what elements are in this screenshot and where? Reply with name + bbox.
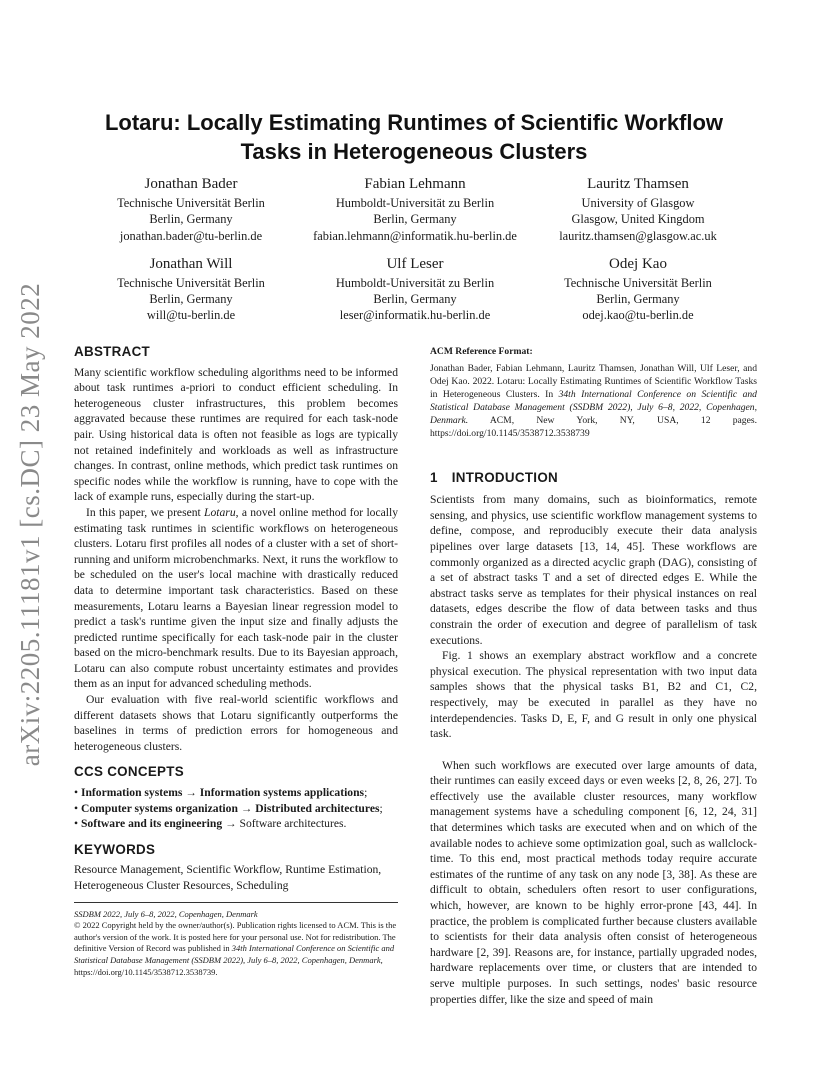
footnote-divider: [74, 902, 398, 903]
paper-title: Lotaru: Locally Estimating Runtimes of Scientific Workflow Tasks in Heterogeneous Clusters: [104, 110, 724, 164]
author-name: Lauritz Thamsen: [587, 176, 689, 192]
author-location: Berlin, Germany: [149, 292, 233, 307]
abstract-paragraph: Many scientific workflow scheduling algorithms need to be informed about task runtimes a-priori to conduct efficient scheduling. In heterogeneous cluster infrastructures, this problem becomes aggravated because these runtimes are required for each task-node pair. Using historical data is often not feasible as logs are typically not retained indefinitely and workloads as well as infrastructure changes. In contrast, online methods, which predict task runtimes on specific nodes while the workflow is running, have to cope with the lack of example runs, especially during the start-up.: [74, 365, 398, 504]
abstract-paragraph: [74, 505, 398, 692]
introduction-heading: [430, 470, 757, 486]
ccs-concept-bold: Computer systems organization → Distributed architectures: [80, 801, 380, 815]
ccs-concept: [74, 801, 398, 817]
author-name: Odej Kao: [609, 255, 667, 272]
author-email: odej.kao@tu-berlin.de: [582, 308, 694, 323]
author-affiliation: Humboldt-Universität zu Berlin: [335, 275, 495, 290]
bullet: •: [74, 786, 81, 800]
author-card: [308, 174, 522, 244]
author-card: [308, 254, 522, 324]
author-card: [74, 254, 308, 324]
author-email: will@tu-berlin.de: [146, 308, 236, 323]
spacer: [430, 742, 757, 758]
author-row-2: [74, 254, 754, 324]
footnote-copyright: [74, 920, 398, 978]
abstract-text: In this paper, we present: [86, 505, 205, 519]
keywords-heading: KEYWORDS: [74, 841, 156, 857]
author-card: [522, 174, 754, 244]
bullet: •: [74, 801, 81, 815]
reference-authors: Jonathan Bader, Fabian Lehmann, Lauritz Thamsen, Jonathan Will, Ulf Leser, and Odej Kao. 2022. Lotaru: Locally Estimating Runtimes of Scientific Workflow Tasks in Heterogeneous Clusters. In: [430, 362, 757, 400]
method-name: Lotaru: [204, 505, 236, 519]
author-email: lauritz.thamsen@glasgow.ac.uk: [559, 228, 717, 243]
author-name: Jonathan Bader: [144, 176, 238, 192]
author-affiliation: University of Glasgow: [581, 196, 695, 210]
arxiv-identifier: [8, 284, 54, 764]
right-column: [430, 344, 757, 1007]
acm-reference-text: [430, 362, 757, 440]
author-card: [522, 254, 754, 324]
author-location: Berlin, Germany: [149, 212, 233, 227]
author-location: Glasgow, United Kingdom: [571, 212, 705, 227]
doi-text: , https://doi.org/10.1145/3538712.3538739.: [74, 954, 383, 977]
abstract-paragraph: Our evaluation with five real-world scientific workflows and different datasets shows that Lotaru significantly outperforms the baselines in terms of prediction errors for homogeneous and heterogeneous clusters.: [74, 693, 398, 753]
reference-doi: ACM, New York, NY, USA, 12 pages. https://doi.org/10.1145/3538712.3538739: [430, 414, 757, 439]
spacer: [74, 832, 398, 842]
author-name: Fabian Lehmann: [364, 176, 466, 192]
author-affiliation: Technische Universität Berlin: [117, 196, 265, 210]
abstract-heading: ABSTRACT: [74, 344, 151, 359]
ccs-concept-rest: ;: [364, 786, 368, 800]
author-location: Berlin, Germany: [373, 292, 457, 307]
author-name: Jonathan Will: [149, 255, 233, 272]
copyright-text: © 2022 Copyright held by the owner/author(s). Publication rights licensed to ACM. This is the author's version of the work. It is posted here for your personal use. Not for redistribution. The definitive Version of Record was published in: [74, 920, 397, 954]
introduction-paragraph: Scientists from many domains, such as bioinformatics, remote sensing, and physics, use scientific workflow management systems to define, compose, and reproducibly execute their data analysis pipelines over large datasets [13, 14, 45]. These workflows are commonly organized as a directed acyclic graph (DAG), consisting of a set of abstract tasks T and a set of directed edges E. While the abstract tasks serve as templates for their physical instances on real datasets, edges describe the flow of data between tasks and thus constrain the order of execution and degree of parallelism of task executions.: [430, 493, 757, 647]
author-location: Berlin, Germany: [596, 292, 680, 307]
left-column: [74, 344, 398, 978]
venue-text: SSDBM 2022, July 6–8, 2022, Copenhagen, Denmark: [74, 908, 258, 919]
author-email: fabian.lehmann@informatik.hu-berlin.de: [313, 228, 517, 243]
ccs-concept-bold: Information systems → Information systems applications: [80, 786, 365, 800]
acm-reference-heading: ACM Reference Format:: [430, 346, 533, 357]
ccs-concept: [74, 816, 398, 832]
ccs-concept-bold: Software and its engineering: [80, 817, 223, 831]
abstract-text: , a novel online method for locally estimating task runtimes in scientific workflows on heterogeneous clusters. Lotaru first profiles all nodes of a cluster with a set of short-running and uniform microbenchmarks. Next, it runs the workflow to be scheduled on the user's local machine with drastically reduced data to determine important task characteristics. Based on these measurements, Lotaru learns a Bayesian linear regression model to predict a task's runtime given the input size and finally adjusts the predicted runtime specifically for each task-node pair in the cluster based on the micro-benchmark results. Due to its Bayesian approach, Lotaru can also compute robust uncertainty estimates and provides them as an input for advanced scheduling methods.: [74, 505, 398, 691]
author-row-1: [74, 174, 754, 244]
author-affiliation: Technische Universität Berlin: [564, 275, 712, 290]
author-location: Berlin, Germany: [373, 212, 457, 227]
ccs-heading: CCS CONCEPTS: [74, 764, 184, 780]
footnote-venue: [74, 909, 398, 921]
author-card: [74, 174, 308, 244]
section-number: 1: [430, 469, 438, 485]
ccs-concept-rest: ;: [379, 801, 383, 815]
introduction-paragraph: When such workflows are executed over large amounts of data, their runtimes can easily exceed days or even weeks [2, 8, 26, 27]. To effectively use the available cluster resources, many workflow management systems have a scheduling component [6, 12, 24, 31] that determines which tasks are executed when and on which of the available nodes to achieve some optimization goal, such as wallclock-time. To this end, most practical methods today require accurate estimates of the runtime of any task on any node [3, 38]. As these are difficult to obtain, schedulers often resort to user configurations, which, however, are known to be highly error-prone [43, 44]. In practice, the problem is complicated further because clusters available to scientists for their data analysis often consist of heterogeneous hardware [2, 39]. Reasons are, for instance, partially upgraded nodes, hardware replacements over time, or clusters that are intended to serve multiple purposes. In such settings, nodes' basic resource properties differ, like the size and speed of main: [430, 758, 757, 1006]
ccs-concept-rest: → Software architectures.: [222, 817, 347, 831]
bullet: •: [74, 817, 81, 831]
section-title: INTRODUCTION: [451, 469, 559, 485]
ccs-concept: [74, 785, 398, 801]
author-name: Ulf Leser: [386, 255, 444, 272]
reference-venue: 34th International Conference on Scientific and Statistical Database Management (SSDBM 2022), July 6–8, 2022, Copenhagen, Denmark.: [430, 388, 757, 426]
introduction-paragraph: Fig. 1 shows an exemplary abstract workflow and a concrete physical execution. The physical representation with two input data samples shows that the physical tasks B1, B2 and C1, C2, respectively, may be executed in parallel as they have no interdependencies. Tasks D, E, F, and G result in only one physical task.: [430, 649, 757, 741]
keywords-text: Resource Management, Scientific Workflow, Runtime Estimation, Heterogeneous Cluster Resources, Scheduling: [74, 863, 382, 892]
author-block: [74, 174, 754, 324]
conference-text: 34th International Conference on Scientific and Statistical Database Management (SSDBM 2022), July 6–8, 2022, Copenhagen, Denmark: [74, 943, 395, 965]
author-email: jonathan.bader@tu-berlin.de: [119, 228, 263, 243]
author-email: leser@informatik.hu-berlin.de: [339, 308, 491, 323]
spacer: [74, 754, 398, 764]
author-affiliation: Technische Universität Berlin: [117, 275, 265, 290]
arxiv-identifier-text: arXiv:2205.11181v1 [cs.DC] 23 May 2022: [15, 282, 46, 766]
author-affiliation: Humboldt-Universität zu Berlin: [335, 196, 495, 210]
